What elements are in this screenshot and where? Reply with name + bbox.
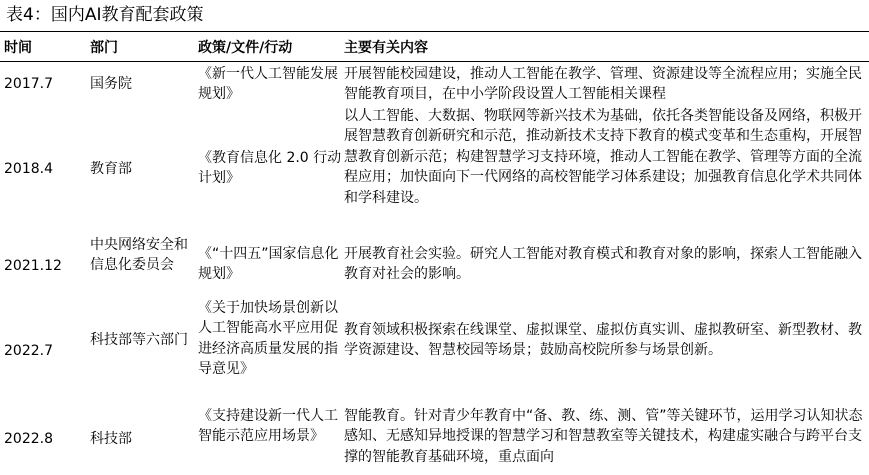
row-dept: 中央网络安全和信息化委员会 xyxy=(90,237,188,274)
row-content: 以人工智能、大数据、物联网等新兴技术为基础，依托各类智能设备及网络，积极开展智慧教育创新研究和示范，推动新技术支持下教育的模式变革和生态重构，开展智慧教育创新示范；构建智慧学习支持环境，推动人工智能在教学、管理等方面的全流程应用；加快面向下一代网络的高校智能学习体系建设；加强教育信息化学术共同体和学科建设。 xyxy=(344,108,862,206)
table-row xyxy=(0,104,869,234)
row-content: 智能教育。针对青少年教育中“备、教、练、测、管”等关键环节，运用学习认知状态感知、无感知异地授课的智慧学习和智慧教室等关键技术，构建虚实融合与跨平台支撑的智能教育基础环境，重点面向 xyxy=(344,408,863,465)
row-time: 2021.12 xyxy=(4,257,62,274)
row-time: 2022.7 xyxy=(4,342,53,359)
table-row xyxy=(0,235,869,297)
row-content: 教育领域积极探索在线课堂、虚拟课堂、虚拟仿真实训、虚拟教研室、新型教材、教学资源建设、智慧校园等场景；鼓励高校院所参与场景创新。 xyxy=(344,322,862,359)
table-row xyxy=(0,64,869,104)
row-dept: 科技部等六部门 xyxy=(90,332,188,348)
header-dept: 部门 xyxy=(90,40,118,56)
row-content: 开展智能校园建设，推动人工智能在教学、管理、资源建设等全流程应用；实施全民智能教育项目，在中小学阶段设置人工智能相关课程 xyxy=(344,66,862,103)
header-content: 主要有关内容 xyxy=(344,40,428,56)
row-time: 2022.8 xyxy=(4,431,53,448)
row-policy: 《关于加快场景创新以人工智能高水平应用促进经济高质量发展的指导意见》 xyxy=(198,300,338,378)
row-time: 2017.7 xyxy=(4,75,53,92)
row-content: 开展教育社会实验。研究人工智能对教育模式和教育对象的影响，探索人工智能融入教育对社会的影响。 xyxy=(344,246,862,283)
row-dept: 国务院 xyxy=(90,75,132,92)
row-policy: 《教育信息化 2.0 行动计划》 xyxy=(198,150,342,187)
header-policy: 政策/文件/行动 xyxy=(198,40,293,56)
top-rule xyxy=(0,31,869,32)
row-policy: 《“十四五”国家信息化规划》 xyxy=(198,246,339,283)
row-dept: 科技部 xyxy=(90,431,132,448)
row-dept: 教育部 xyxy=(90,160,132,177)
row-time: 2018.4 xyxy=(4,160,53,177)
header-time: 时间 xyxy=(4,40,32,56)
table-row xyxy=(0,298,869,404)
table-title: 表4：国内AI教育配套政策 xyxy=(6,5,204,25)
row-policy: 《支持建设新一代人工智能示范应用场景》 xyxy=(198,408,338,445)
row-policy: 《新一代人工智能发展规划》 xyxy=(198,66,338,103)
table-row xyxy=(0,404,869,475)
header-rule xyxy=(0,61,869,62)
